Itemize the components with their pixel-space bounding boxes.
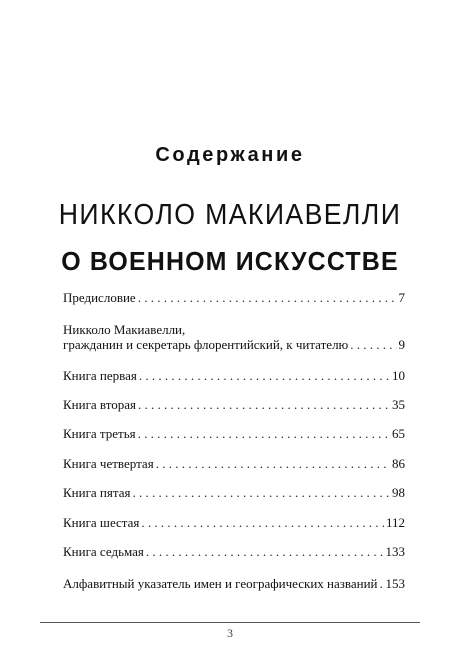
toc-leader-dots [380, 576, 384, 591]
toc-leader-dots [138, 290, 397, 305]
toc-leader-dots [141, 515, 384, 530]
toc-entry [63, 368, 405, 383]
toc-entry-page: 9 [398, 337, 405, 352]
toc-entry [63, 544, 405, 559]
book-title: О ВОЕННОМ ИСКУССТВЕ [61, 246, 399, 276]
toc-leader-dots [138, 397, 390, 412]
toc-entry [63, 485, 405, 500]
toc-entry [63, 456, 405, 471]
toc-entry-label: Книга третья [63, 426, 136, 441]
toc-entry-page: 10 [392, 368, 405, 383]
toc-entry-page: 112 [385, 515, 405, 530]
toc-entry-page: 35 [392, 397, 405, 412]
toc-entry-label: Книга первая [63, 368, 137, 383]
toc-entry-label: Книга шестая [63, 515, 140, 530]
toc-entry-page: 133 [385, 544, 405, 559]
toc-entry [63, 576, 405, 591]
page-number: 3 [227, 626, 233, 640]
toc-entry-label: Алфавитный указатель имен и географических названий [63, 576, 378, 591]
toc-entry-label: гражданин и секретарь флорентийский, к читателю [63, 337, 349, 352]
toc-entry [63, 426, 405, 441]
author-name: НИККОЛО МАКИАВЕЛЛИ [58, 199, 402, 231]
toc-leader-dots [132, 485, 390, 500]
toc-entry-label: Книга вторая [63, 397, 137, 412]
toc-entry-label: Книга пятая [63, 485, 131, 500]
toc-entry-page: 153 [385, 576, 405, 591]
toc-leader-dots [350, 337, 396, 352]
toc-entry-page: 98 [392, 485, 405, 500]
toc-leader-dots [146, 544, 384, 559]
contents-title: Содержание [155, 144, 305, 166]
toc-entry-page: 65 [392, 426, 405, 441]
toc-entry [63, 322, 405, 352]
toc-entry-label-line1: Никколо Макиавелли, [63, 322, 186, 337]
toc-entry-label: Предисловие [63, 290, 136, 305]
toc-entry-page: 7 [398, 290, 405, 305]
toc-entry [63, 397, 405, 412]
toc-entry [63, 290, 405, 305]
toc-entry-label: Книга седьмая [63, 544, 144, 559]
toc-entry-label: Книга четвертая [63, 456, 154, 471]
toc-leader-dots [138, 426, 390, 441]
footer-rule [40, 622, 420, 623]
toc-entry-page: 86 [392, 456, 405, 471]
toc-leader-dots [139, 368, 390, 383]
toc-entry [63, 515, 405, 530]
toc-leader-dots [156, 456, 390, 471]
